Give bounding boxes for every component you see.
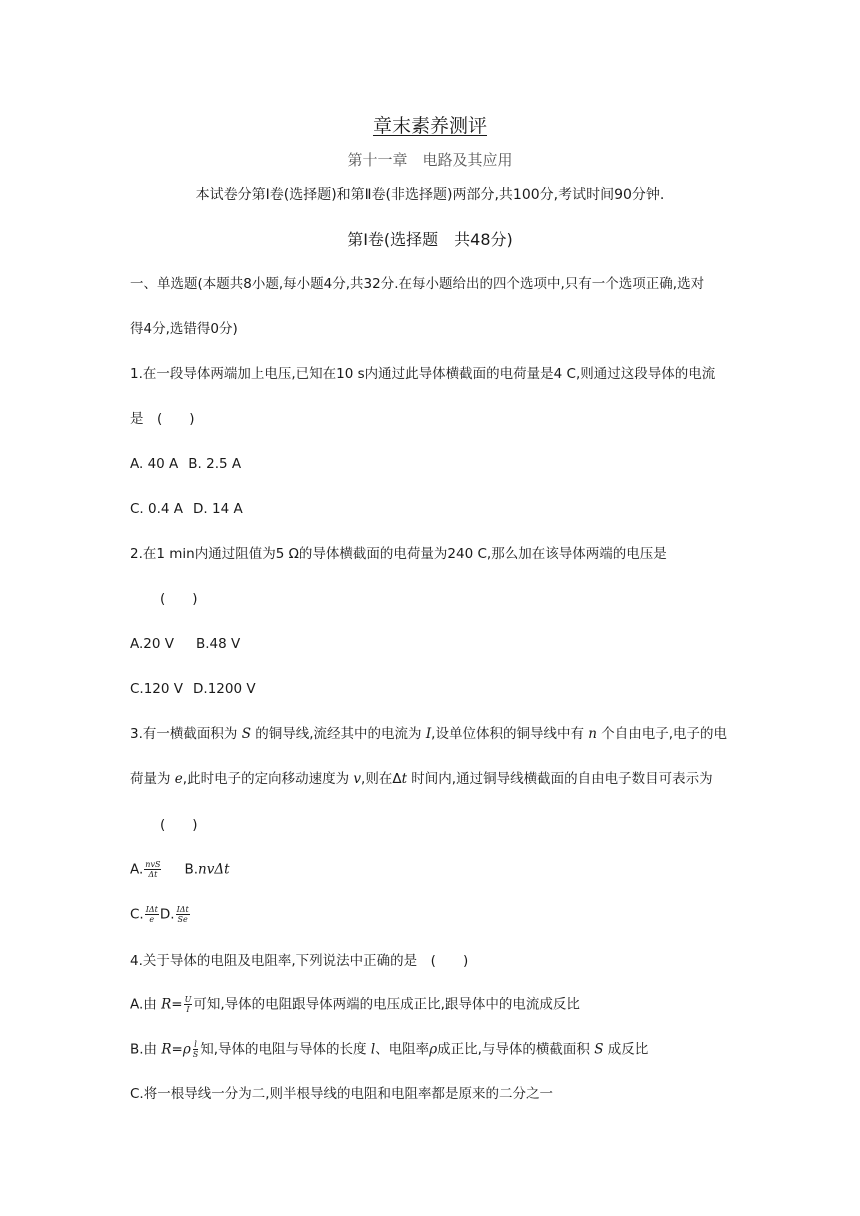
chapter-subtitle: 第十一章 电路及其应用 — [347, 151, 513, 169]
q4-option-c: C.将一根导线一分为二,则半根导线的电阻和电阻率都是原来的二分之一 — [130, 1086, 554, 1102]
symbol-I: I — [425, 726, 432, 742]
q2-option-a: A.20 V — [130, 636, 174, 652]
q3-option-b-expr: nvΔt — [198, 861, 230, 878]
q3-stem-line1: 3.有一横截面积为 S 的铜导线,流经其中的电流为 I,设单位体积的铜导线中有 n 个自由电子,电子的电 — [130, 726, 728, 742]
q1-option-a: A. 40 A — [130, 456, 179, 472]
q2-option-b: B.48 V — [196, 636, 241, 652]
exam-intro: 本试卷分第Ⅰ卷(选择题)和第Ⅱ卷(非选择题)两部分,共100分,考试时间90分钟. — [195, 187, 665, 203]
q1-option-c: C. 0.4 A — [130, 501, 184, 517]
q2-options-row1 — [130, 635, 240, 653]
q3-options-row2: C. $\frac{\text{IΔt}}{e}$ D. $\frac{\text{IΔt}}{Se}$ — [130, 905, 189, 924]
q3-options-row1: A. $\frac{\text{nvS}}{\Delta t}$ B.nvΔt — [130, 860, 230, 879]
q3-option-d-fraction: $\frac{\text{IΔt}}{Se}$ — [176, 905, 189, 924]
section-instructions-line1: 一、单选题(本题共8小题,每小题4分,共32分.在每小题给出的四个选项中,只有一个选项正确,选对 — [130, 276, 705, 292]
q2-option-c: C.120 V — [130, 681, 184, 697]
symbol-e: e — [174, 771, 183, 787]
page-title: 章末素养测评 — [372, 115, 487, 137]
symbol-v: v — [353, 771, 362, 787]
section-instructions-line2: 得4分,选错得0分) — [130, 321, 238, 337]
q2-answer-bracket: ( ) — [160, 591, 198, 607]
q1-stem-line1: 1.在一段导体两端加上电压,已知在10 s内通过此导体横截面的电荷量是4 C,则通过这段导体的电流 — [130, 366, 716, 382]
q3-stem-line2: 荷量为 e,此时电子的定向移动速度为 v,则在Δt 时间内,通过铜导线横截面的自由电子数目可表示为 — [130, 771, 713, 787]
q3-answer-bracket: ( ) — [160, 817, 198, 833]
q4-option-b: B.由 R=ρ $\frac{l}{S}$ 知,导体的电阻与导体的长度 l、电阻率ρ成正比,与导体的横截面积 S 成反比 — [130, 1040, 649, 1059]
q4-option-b-fraction: $\frac{l}{S}$ — [192, 1040, 199, 1059]
q2-option-d: D.1200 V — [193, 681, 256, 697]
q2-stem: 2.在1 min内通过阻值为5 Ω的导体横截面的电荷量为240 C,那么加在该导体两端的电压是 — [130, 546, 667, 562]
symbol-n: n — [588, 726, 597, 742]
q1-options-row2 — [130, 500, 243, 518]
q3-option-a-fraction: $\frac{\text{nvS}}{\Delta t}$ — [145, 860, 161, 879]
q4-option-a: A.由 R= $\frac{U}{I}$ 可知,导体的电阻跟导体两端的电压成正比,跟导体中的电流成反比 — [130, 995, 580, 1014]
q4-option-a-fraction: $\frac{U}{I}$ — [184, 995, 192, 1014]
q3-option-c-fraction: $\frac{\text{IΔt}}{e}$ — [145, 905, 158, 924]
q1-options-row1 — [130, 455, 241, 473]
q2-options-row2 — [130, 680, 256, 698]
symbol-S: S — [241, 726, 251, 742]
q4-stem: 4.关于导体的电阻及电阻率,下列说法中正确的是 ( ) — [130, 953, 469, 969]
symbol-t: t — [401, 771, 407, 787]
q1-option-d: D. 14 A — [193, 501, 243, 517]
q1-option-b: B. 2.5 A — [188, 456, 242, 472]
q1-stem-line2: 是 ( ) — [130, 411, 195, 427]
section-title: 第Ⅰ卷(选择题 共48分) — [347, 230, 513, 249]
